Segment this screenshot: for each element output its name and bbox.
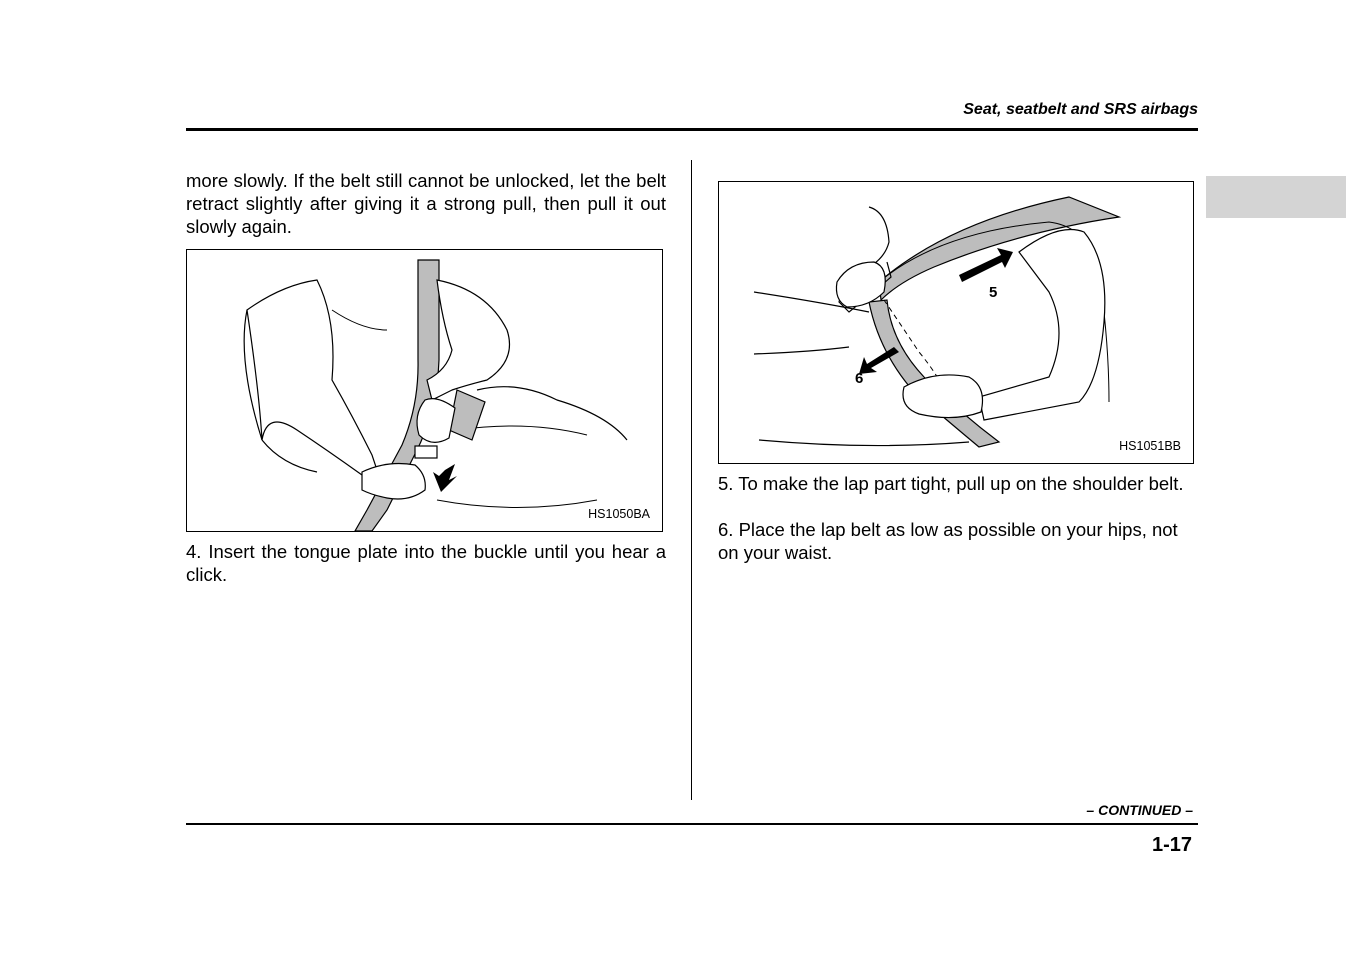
section-title: Seat, seatbelt and SRS airbags [963,101,1198,118]
continued-label: – CONTINUED – [1086,802,1193,818]
header-rule [186,128,1198,131]
step-4-text: 4. Insert the tongue plate into the buckle until you hear a click. [186,541,666,585]
illustration-buckle-insert [187,250,662,531]
intro-paragraph: more slowly. If the belt still cannot be unlocked, let the belt retract slightly after giving it a strong pull, then pull it out slowly again. [186,170,666,237]
chapter-tab [1206,176,1346,218]
figure-code-hs1051bb: HS1051BB [1119,439,1181,453]
page-number: 1-17 [1151,834,1192,856]
illustration-lap-belt-tighten [719,182,1193,463]
figure-insert-tongue-plate [186,249,663,532]
figure-code-hs1050ba: HS1050BA [588,507,650,521]
figure-tighten-lap-belt [718,181,1194,464]
figure-label-5: 5 [989,284,998,301]
footer-rule [186,823,1198,825]
column-divider [691,160,692,800]
step-6-text: 6. Place the lap belt as low as possible on your hips, not on your waist. [718,519,1178,563]
step-5-text: 5. To make the lap part tight, pull up on the shoulder belt. [718,473,1184,494]
figure-label-6: 6 [855,370,864,387]
